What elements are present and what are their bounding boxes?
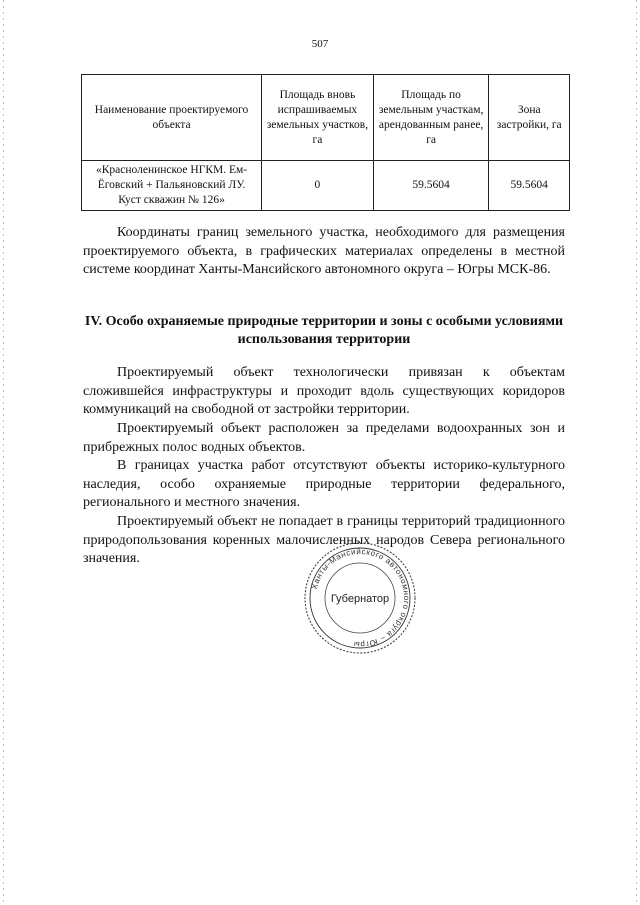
seal-center-text: Губернатор (330, 593, 390, 605)
object-area-table (81, 74, 570, 211)
paragraph-infrastructure: Проектируемый объект технологически привязан к объектам сложившейся инфраструктуры и проходит вдоль существующих коридоров коммуникаций на свободной от застройки территории. (83, 365, 565, 417)
header-new-area: Площадь вновь испрашиваемых земельных участков, га (262, 75, 374, 161)
cell-build-zone: 59.5604 (489, 161, 570, 211)
paragraph-heritage: В границах участка работ отсутствуют объекты историко-культурного наследия, особо охраняемые природные территории федерального, регионального и местного значения. (83, 458, 565, 510)
table-header-row (82, 75, 570, 161)
governor-seal-stamp (300, 532, 420, 664)
coordinates-paragraph: Координаты границ земельного участка, необходимого для размещения проектируемого объекта, в графических материалах определены в местной системе координат Ханты-Мансийского автономного округа – Югры МСК-86. (83, 225, 565, 277)
header-build-zone: Зона застройки, га (489, 75, 570, 161)
section-heading: IV. Особо охраняемые природные территории и зоны с особыми условиями использования территории (84, 314, 564, 347)
cell-leased-area: 59.5604 (373, 161, 489, 211)
seal-ring-text: Ханты-Мансийского автономного округа – Югры (309, 546, 412, 650)
page-number: 507 (311, 38, 329, 50)
scan-edge-left (3, 0, 4, 905)
header-object-name: Наименование проектируемого объекта (82, 75, 262, 161)
header-leased-area: Площадь по земельным участкам, арендованным ранее, га (373, 75, 489, 161)
cell-new-area: 0 (262, 161, 374, 211)
cell-object-name: «Красноленинское НГКМ. Ем-Ёговский + Пальяновский ЛУ. Куст скважин № 126» (82, 161, 262, 211)
paragraph-water-zones: Проектируемый объект расположен за пределами водоохранных зон и прибрежных полос водных объектов. (83, 421, 565, 455)
paragraph-traditional-lands: Проектируемый объект не попадает в границы территорий традиционного природопользования коренных малочисленных народов Севера регионального значения. (83, 514, 565, 566)
table-row (82, 161, 570, 211)
scan-edge-right (636, 0, 637, 905)
